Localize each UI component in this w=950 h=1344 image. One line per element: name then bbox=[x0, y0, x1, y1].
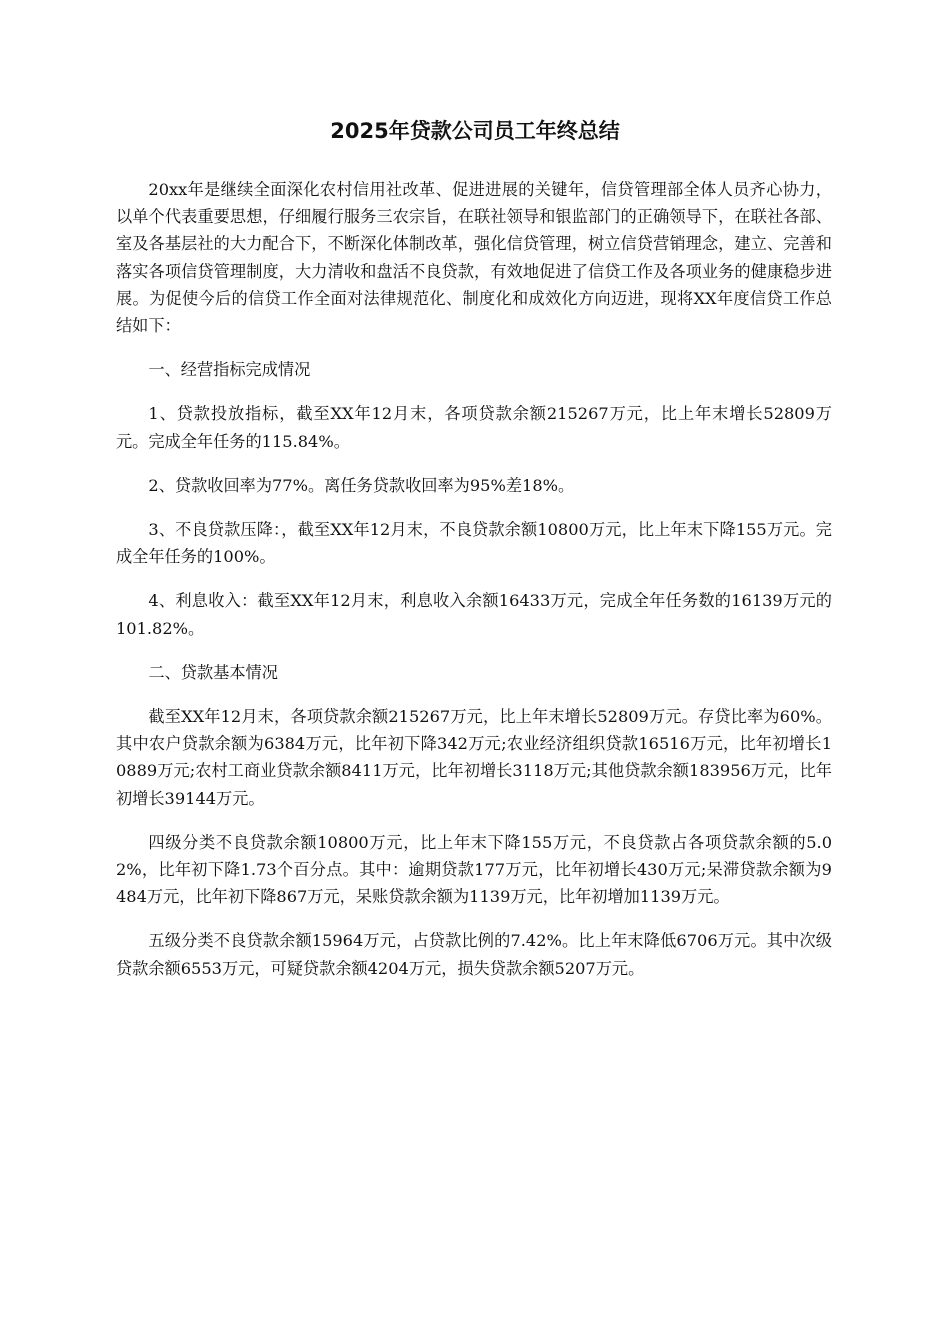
item-paragraph-2: 2、贷款收回率为77%。离任务贷款收回率为95%差18%。 bbox=[148, 475, 575, 495]
section-heading-1: 一、经营指标完成情况 bbox=[148, 360, 311, 380]
item-paragraph-4: 4、利息收入：截至XX年12月末，利息收入余额16433万元，完成全年任务数的16139万元的101.82%。 bbox=[116, 591, 832, 638]
item-paragraph-1: 1、贷款投放指标，截至XX年12月末，各项贷款余额215267万元，比上年末增长52809万元。完成全年任务的115.84%。 bbox=[116, 404, 832, 451]
document-title: 2025年贷款公司员工年终总结 bbox=[330, 119, 620, 143]
section-heading-2: 二、贷款基本情况 bbox=[148, 662, 278, 682]
item-paragraph-3: 3、不良贷款压降：，截至XX年12月末，不良贷款余额10800万元，比上年末下降155万元。完成全年任务的100%。 bbox=[116, 520, 832, 567]
four-level-classification-paragraph: 四级分类不良贷款余额10800万元，比上年末下降155万元，不良贷款占各项贷款余额的5.02%，比年初下降1.73个百分点。其中：逾期贷款177万元，比年初增长430万元;呆滞贷款余额为9484万元，比年初下降867万元，呆账贷款余额为1139万元，比年初增加1139万元。 bbox=[116, 832, 832, 907]
loan-overview-paragraph: 截至XX年12月末，各项贷款余额215267万元，比上年末增长52809万元。存贷比率为60%。其中农户贷款余额为6384万元，比年初下降342万元;农业经济组织贷款16516万元，比年初增长10889万元;农村工商业贷款余额8411万元，比年初增长3118万元;其他贷款余额183956万元，比年初增长39144万元。 bbox=[116, 707, 832, 808]
intro-paragraph: 20xx年是继续全面深化农村信用社改革、促进进展的关键年，信贷管理部全体人员齐心协力，以单个代表重要思想，仔细履行服务三农宗旨，在联社领导和银监部门的正确领导下，在联社各部、室及各基层社的大力配合下，不断深化体制改革，强化信贷管理，树立信贷营销理念，建立、完善和落实各项信贷管理制度，大力清收和盘活不良贷款，有效地促进了信贷工作及各项业务的健康稳步进展。为促使今后的信贷工作全面对法律规范化、制度化和成效化方向迈进，现将XX年度信贷工作总结如下： bbox=[116, 180, 832, 336]
document-body bbox=[116, 176, 832, 999]
five-level-classification-paragraph: 五级分类不良贷款余额15964万元，占贷款比例的7.42%。比上年末降低6706万元。其中次级贷款余额6553万元，可疑贷款余额4204万元，损失贷款余额5207万元。 bbox=[116, 931, 832, 978]
